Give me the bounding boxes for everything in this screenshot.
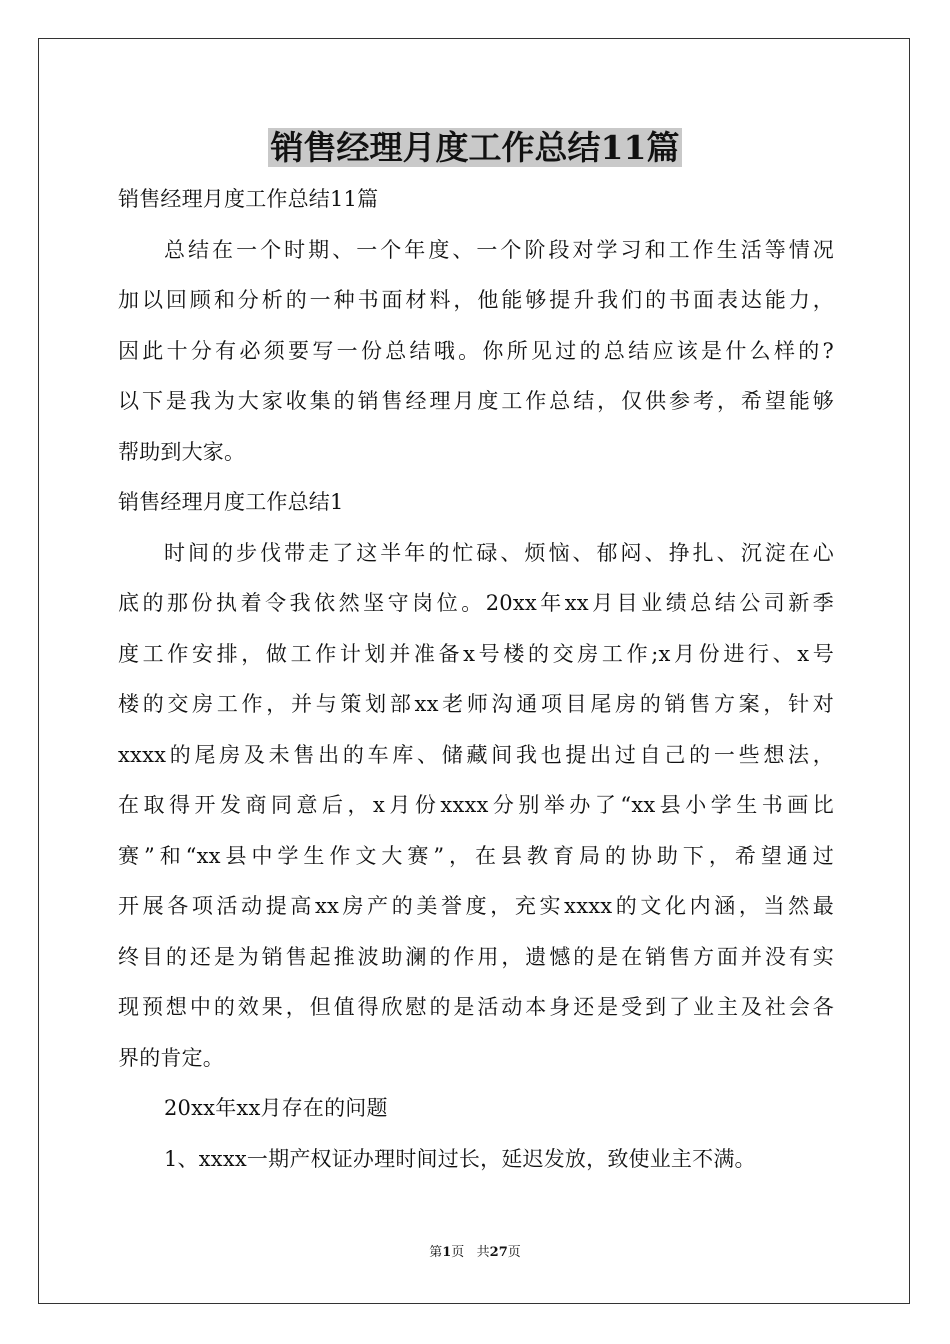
paragraph-line: 界的肯定。 (118, 1045, 224, 1070)
sub-heading: 20xx年xx月存在的问题 (164, 1096, 388, 1120)
footer-prefix: 第 (429, 1245, 443, 1260)
footer-mid: 页 共 (451, 1245, 490, 1260)
paragraph-line: 度工作安排，做工作计划并准备x号楼的交房工作;x月份进行、x号 (118, 641, 834, 666)
paragraph-line: 底的那份执着令我依然坚守岗位。20xx年xx月目业绩总结公司新季 (118, 591, 834, 615)
paragraph-line: 总结在一个时期、一个年度、一个阶段对学习和工作生活等情况 (164, 237, 834, 262)
paragraph-line: 以下是我为大家收集的销售经理月度工作总结，仅供参考，希望能够 (118, 389, 834, 413)
paragraph-line: 开展各项活动提高xx房产的美誉度，充实xxxx的文化内涵，当然最 (118, 894, 834, 918)
document-title-text: 销售经理月度工作总结11篇 (268, 128, 683, 167)
paragraph-line: 在取得开发商同意后，x月份xxxx分别举办了“xx县小学生书画比 (118, 793, 834, 817)
document-title (0, 122, 950, 174)
footer-suffix: 页 (507, 1245, 521, 1260)
paragraph-line: 加以回顾和分析的一种书面材料，他能够提升我们的书面表达能力， (118, 288, 834, 312)
paragraph-line: 楼的交房工作，并与策划部xx老师沟通项目尾房的销售方案，针对 (118, 692, 834, 716)
document-body (118, 174, 834, 1184)
paragraph-line: 现预想中的效果，但值得欣慰的是活动本身还是受到了业主及社会各 (118, 995, 834, 1019)
paragraph-line: 时间的步伐带走了这半年的忙碌、烦恼、郁闷、挣扎、沉淀在心 (164, 540, 834, 565)
paragraph-line: 因此十分有必须要写一份总结哦。你所见过的总结应该是什么样的? (118, 338, 834, 363)
footer-page-total: 27 (489, 1245, 508, 1260)
paragraph-line: 终目的还是为销售起推波助澜的作用，遗憾的是在销售方面并没有实 (118, 944, 834, 969)
section-heading: 销售经理月度工作总结1 (118, 490, 344, 514)
footer-page-number: 1 (442, 1245, 452, 1260)
paragraph-line: 帮助到大家。 (118, 439, 246, 464)
paragraph-line: xxxx的尾房及未售出的车库、储藏间我也提出过自己的一些想法， (118, 742, 834, 767)
paragraph-line: 赛”和“xx县中学生作文大赛”，在县教育局的协助下，希望通过 (118, 843, 834, 868)
page-footer (0, 1244, 950, 1262)
list-item: 1、xxxx一期产权证办理时间过长，延迟发放，致使业主不满。 (164, 1146, 756, 1171)
subtitle-line: 销售经理月度工作总结11篇 (118, 187, 379, 211)
